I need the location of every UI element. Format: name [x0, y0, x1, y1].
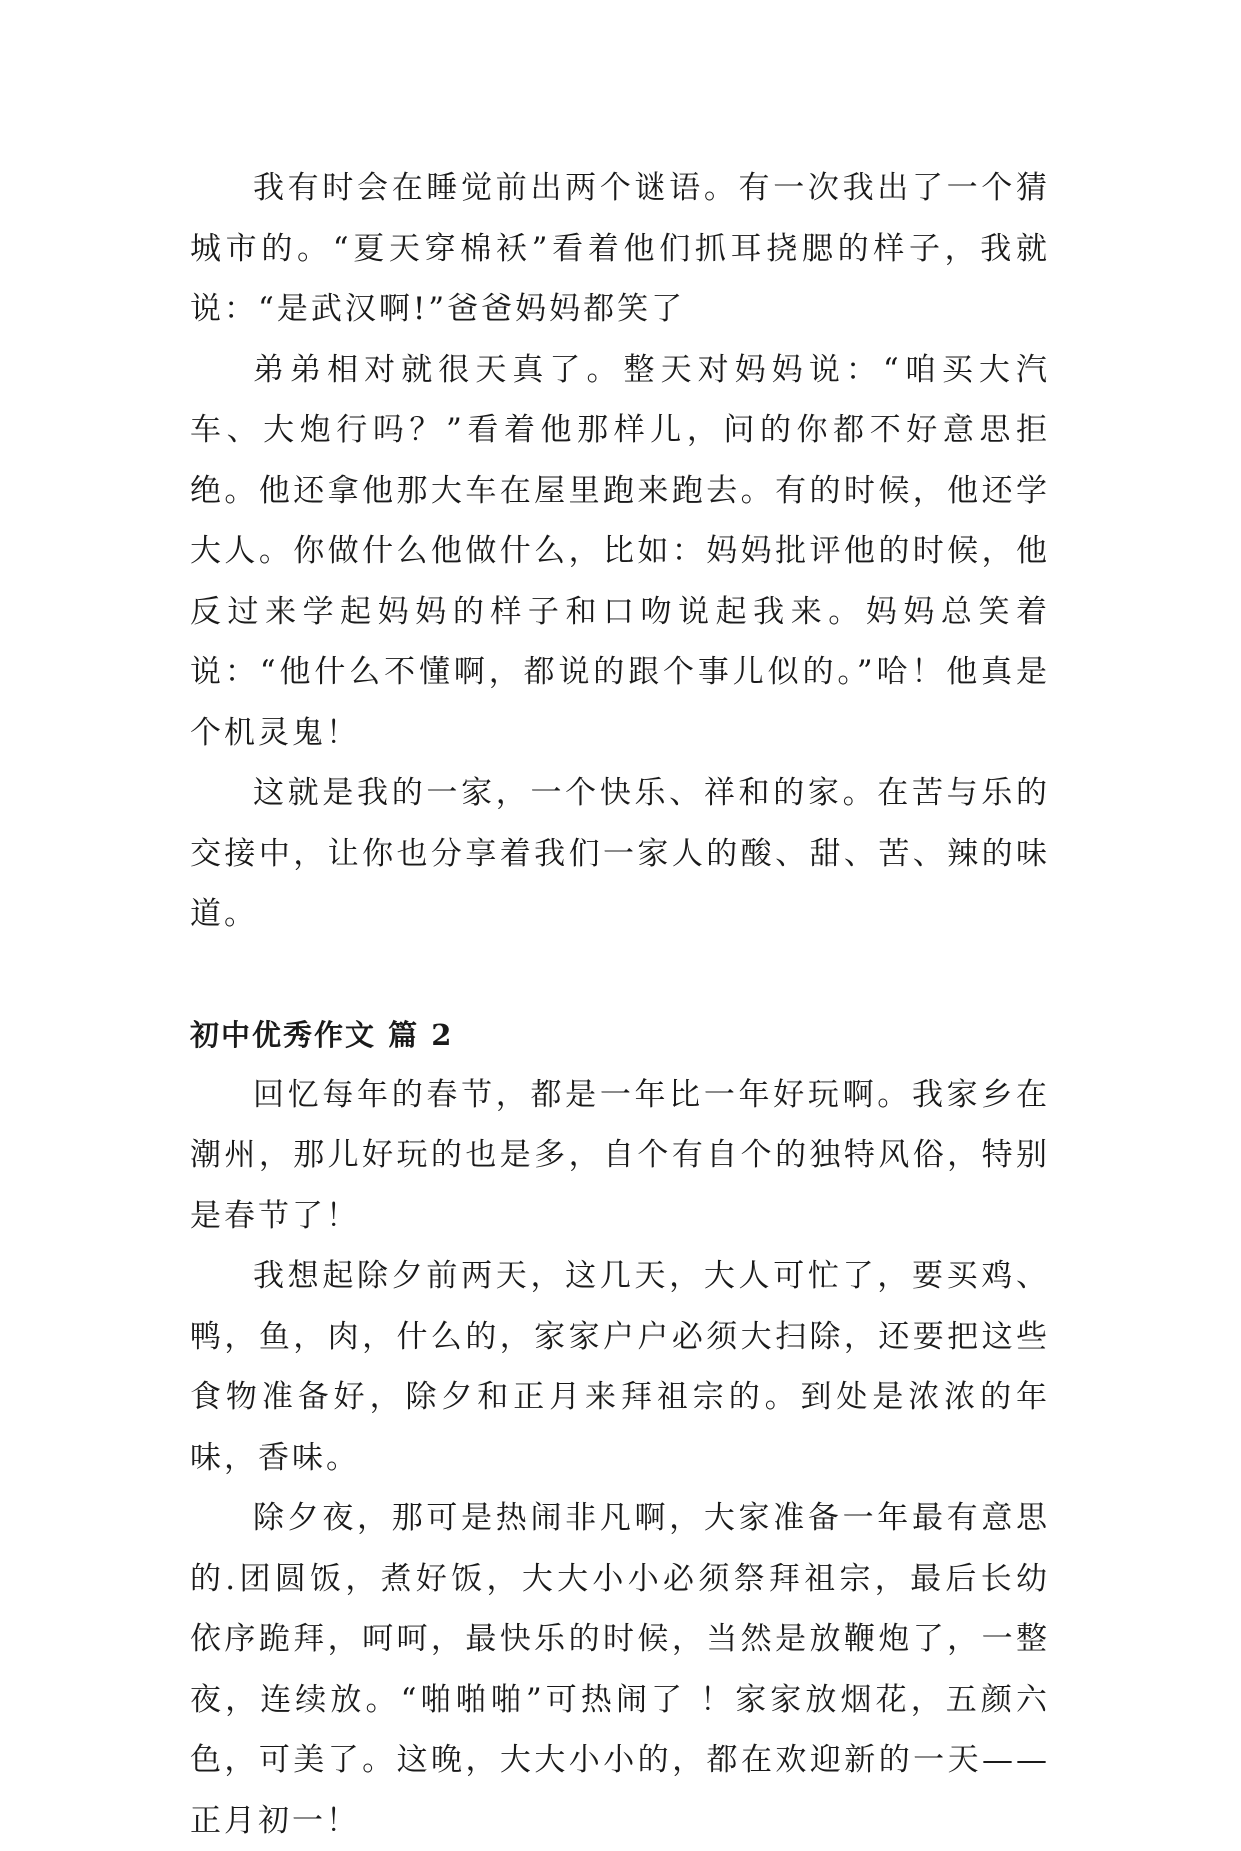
document-page [190, 158, 1050, 1851]
paragraph-preparations: 我想起除夕前两天，这几天，大人可忙了，要买鸡、鸭，鱼，肉，什么的，家家户户必须大扫除，还要把这些食物准备好，除夕和正月来拜祖宗的。到处是浓浓的年味，香味。 [190, 1258, 1050, 1476]
paragraph-riddle: 我有时会在睡觉前出两个谜语。有一次我出了一个猜城市的。“夏天穿棉袄”看着他们抓耳挠腮的样子，我就说：“是武汉啊!”爸爸妈妈都笑了 [190, 170, 1050, 327]
paragraph-little-brother: 弟弟相对就很天真了。整天对妈妈说：“咱买大汽车、大炮行吗？”看着他那样儿，问的你都不好意思拒绝。他还拿他那大车在屋里跑来跑去。有的时候，他还学大人。你做什么他做什么，比如：妈妈批评他的时候，他反过来学起妈妈的样子和口吻说起我来。妈妈总笑着说：“他什么不懂啊，都说的跟个事儿似的。”哈！他真是个机灵鬼！ [190, 351, 1050, 751]
paragraph-spring-festival-intro: 回忆每年的春节，都是一年比一年好玩啊。我家乡在潮州，那儿好玩的也是多，自个有自个的独特风俗，特别是春节了！ [190, 1076, 1050, 1234]
section-gap [190, 945, 1050, 1005]
section-title: 初中优秀作文 篇 2 [190, 1017, 454, 1052]
paragraph-new-year-eve: 除夕夜，那可是热闹非凡啊，大家准备一年最有意思的.团圆饭，煮好饭，大大小小必须祭拜祖宗，最后长幼依序跪拜，呵呵，最快乐的时候，当然是放鞭炮了，一整夜，连续放。“啪啪啪”可热闹了 ！家家放烟花，五颜六色，可美了。这晚，大大小小的，都在欢迎新的一天——正月初一！ [190, 1500, 1050, 1839]
paragraph-family-summary: 这就是我的一家，一个快乐、祥和的家。在苦与乐的交接中，让你也分享着我们一家人的酸、甜、苦、辣的味道。 [190, 775, 1050, 932]
